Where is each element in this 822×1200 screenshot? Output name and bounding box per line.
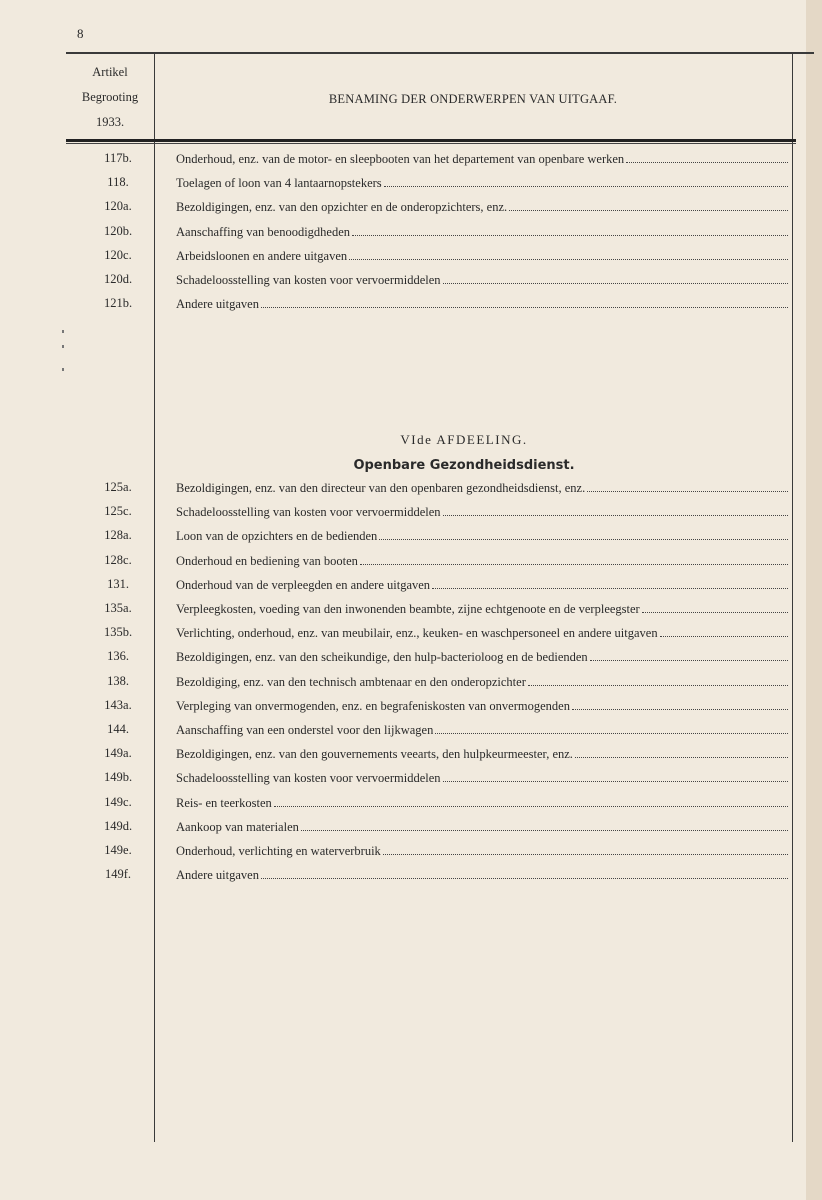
expense-description-text: Verpleging van onvermogenden, enz. en begrafeniskosten van onvermogenden bbox=[176, 698, 570, 713]
header-rule-secondary bbox=[66, 143, 796, 144]
table-row bbox=[66, 722, 792, 744]
section-subtitle: Openbare Gezondheidsdienst. bbox=[353, 458, 575, 473]
expense-description-text: Bezoldigingen, enz. van den gouvernements veearts, den hulpkeurmeester, enz. bbox=[176, 747, 573, 762]
dot-leader bbox=[432, 577, 788, 589]
table-row bbox=[66, 795, 792, 817]
dot-leader bbox=[301, 819, 788, 831]
expense-description-text: Loon van de opzichters en de bedienden bbox=[176, 529, 378, 544]
expense-description bbox=[176, 272, 788, 288]
table-row bbox=[66, 674, 792, 696]
dot-leader bbox=[274, 795, 788, 807]
expense-description-text: Andere uitgaven bbox=[176, 868, 259, 883]
dot-leader bbox=[383, 843, 788, 855]
margin-mark bbox=[62, 345, 64, 348]
article-number: 149b. bbox=[103, 770, 133, 785]
begrooting-label: Begrooting bbox=[81, 90, 139, 104]
header-rule bbox=[66, 139, 796, 142]
expense-description-text: Andere uitgaven bbox=[176, 297, 259, 312]
expense-description-text: Bezoldigingen, enz. van den scheikundige, den hulp-bacterioloog en de bedienden bbox=[176, 650, 588, 665]
article-number: 138. bbox=[107, 673, 129, 688]
dot-leader bbox=[626, 151, 788, 163]
dot-leader bbox=[443, 504, 788, 516]
expense-description bbox=[176, 151, 788, 167]
expense-description-text: Toelagen of loon van 4 lantaarnopstekers bbox=[176, 176, 382, 191]
dot-leader bbox=[352, 224, 788, 236]
expense-description-text: Schadeloosstelling van kosten voor vervoermiddelen bbox=[176, 771, 441, 786]
article-number: 149f. bbox=[104, 867, 132, 882]
dot-leader bbox=[587, 480, 788, 492]
expense-description-text: Reis- en teerkosten bbox=[176, 795, 272, 810]
margin-mark bbox=[62, 368, 64, 371]
expense-description-text: Aankoop van materialen bbox=[176, 819, 299, 834]
dot-leader bbox=[528, 674, 788, 686]
table-row bbox=[66, 199, 792, 221]
expense-description-text: Onderhoud, verlichting en waterverbruik bbox=[176, 844, 381, 858]
expense-description-text: Arbeidsloonen en andere uitgaven bbox=[176, 248, 348, 263]
expense-description bbox=[176, 601, 788, 617]
table-row bbox=[66, 601, 792, 623]
article-number: 121b. bbox=[103, 296, 133, 311]
article-number: 143a. bbox=[104, 697, 132, 712]
article-number: 120d. bbox=[103, 272, 133, 286]
article-number: 120b. bbox=[103, 223, 133, 238]
table-row bbox=[66, 577, 792, 599]
expense-description bbox=[176, 224, 788, 240]
artikel-header bbox=[66, 60, 154, 135]
expense-description bbox=[176, 296, 788, 312]
table-row bbox=[66, 151, 792, 173]
article-number: 128a. bbox=[104, 528, 132, 543]
table-row bbox=[66, 504, 792, 526]
dot-leader bbox=[509, 199, 788, 211]
top-rule bbox=[66, 52, 814, 54]
article-number: 131. bbox=[107, 576, 129, 591]
expense-description bbox=[176, 553, 788, 569]
margin-mark bbox=[62, 330, 64, 333]
expense-description-text: Verlichting, onderhoud, enz. van meubilair, enz., keuken- en waschpersoneel en andere uitgaven bbox=[176, 626, 658, 641]
artikel-label: Artikel bbox=[92, 65, 128, 79]
article-number: 149e. bbox=[104, 843, 132, 857]
dot-leader bbox=[443, 272, 788, 284]
expense-description bbox=[176, 722, 788, 738]
table-row bbox=[66, 272, 792, 294]
expense-description-text: Aanschaffing van een onderstel voor den lijkwagen bbox=[176, 723, 434, 737]
article-number: 125a. bbox=[104, 480, 132, 494]
right-border bbox=[792, 54, 793, 1142]
expense-description bbox=[176, 746, 788, 762]
dot-leader bbox=[261, 296, 788, 308]
article-number: 135a. bbox=[104, 601, 132, 615]
table-row bbox=[66, 175, 792, 197]
expense-description bbox=[176, 625, 788, 641]
expense-description-text: Onderhoud, enz. van de motor- en sleepbooten van het departement van openbare werken bbox=[176, 152, 625, 166]
article-number: 144. bbox=[107, 722, 129, 736]
expense-description bbox=[176, 199, 788, 215]
expense-description bbox=[176, 504, 788, 520]
expense-description bbox=[176, 248, 788, 264]
dot-leader bbox=[660, 625, 788, 637]
dot-leader bbox=[379, 528, 788, 540]
expense-description bbox=[176, 175, 788, 191]
page-number: 8 bbox=[77, 26, 84, 41]
expense-description-text: Aanschaffing van benoodigdheden bbox=[176, 224, 351, 239]
table-row bbox=[66, 224, 792, 246]
article-number: 135b. bbox=[103, 625, 133, 640]
table-row bbox=[66, 248, 792, 270]
table-row bbox=[66, 819, 792, 841]
expense-description bbox=[176, 770, 788, 786]
year-label: 1933. bbox=[95, 115, 125, 129]
article-number: 149c. bbox=[104, 794, 132, 809]
article-number: 118. bbox=[107, 175, 129, 190]
expense-description-text: Schadeloosstelling van kosten voor vervoermiddelen bbox=[176, 273, 441, 287]
expense-description bbox=[176, 649, 788, 665]
expense-description bbox=[176, 843, 788, 859]
expense-description bbox=[176, 698, 788, 714]
dot-leader bbox=[349, 248, 788, 260]
column-title: BENAMING DER ONDERWERPEN VAN UITGAAF. bbox=[328, 92, 618, 106]
dot-leader bbox=[384, 175, 788, 187]
section-title: VIde AFDEELING. bbox=[400, 432, 528, 447]
expense-description-text: Schadeloosstelling van kosten voor vervoermiddelen bbox=[176, 505, 441, 520]
article-number: 149d. bbox=[103, 818, 133, 833]
article-number: 128c. bbox=[104, 552, 132, 567]
dot-leader bbox=[642, 601, 788, 613]
article-number: 125c. bbox=[104, 504, 132, 519]
table-row bbox=[66, 649, 792, 671]
article-number: 120c. bbox=[104, 247, 132, 262]
table-row bbox=[66, 843, 792, 865]
expense-description-text: Bezoldiging, enz. van den technisch ambtenaar en den onderopzichter bbox=[176, 674, 526, 689]
article-number: 117b. bbox=[104, 151, 132, 165]
expense-description bbox=[176, 867, 788, 883]
dot-leader bbox=[590, 649, 788, 661]
table-row bbox=[66, 528, 792, 550]
expense-description-text: Onderhoud van de verpleegden en andere uitgaven bbox=[176, 577, 431, 592]
article-number: 149a. bbox=[104, 746, 132, 761]
expense-description bbox=[176, 577, 788, 593]
expense-description-text: Onderhoud en bediening van booten bbox=[176, 553, 358, 568]
dot-leader bbox=[360, 553, 788, 565]
table-row bbox=[66, 625, 792, 647]
dot-leader bbox=[443, 770, 788, 782]
table-row bbox=[66, 770, 792, 792]
expense-description bbox=[176, 674, 788, 690]
page-edge bbox=[806, 0, 822, 1200]
dot-leader bbox=[435, 722, 788, 734]
article-number: 120a. bbox=[104, 199, 132, 214]
table-row bbox=[66, 698, 792, 720]
expense-description-text: Bezoldigingen, enz. van den directeur van den openbaren gezondheidsdienst, enz. bbox=[176, 481, 586, 495]
expense-description bbox=[176, 480, 788, 496]
expense-description-text: Bezoldigingen, enz. van den opzichter en de onderopzichters, enz. bbox=[176, 200, 508, 215]
table-row bbox=[66, 746, 792, 768]
table-row bbox=[66, 296, 792, 318]
table-row bbox=[66, 480, 792, 502]
dot-leader bbox=[261, 867, 788, 879]
expense-description bbox=[176, 795, 788, 811]
expense-description-text: Verpleegkosten, voeding van den inwonenden beambte, zijne echtgenoote en de verpleegster bbox=[176, 602, 640, 616]
table-row bbox=[66, 553, 792, 575]
article-number: 136. bbox=[107, 649, 129, 664]
dot-leader bbox=[575, 746, 788, 758]
table-row bbox=[66, 867, 792, 889]
dot-leader bbox=[572, 698, 788, 710]
expense-description bbox=[176, 528, 788, 544]
expense-description bbox=[176, 819, 788, 835]
